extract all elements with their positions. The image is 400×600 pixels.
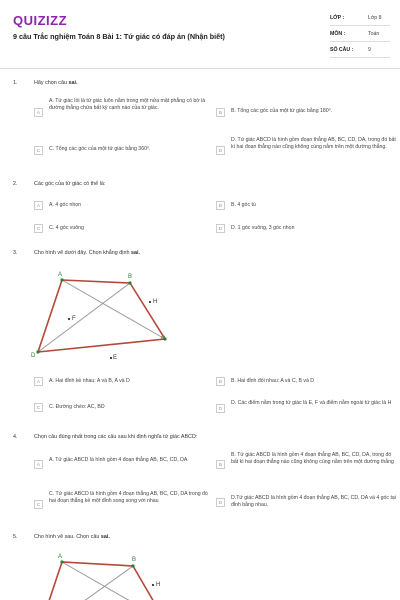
option-letter-box: C (34, 224, 43, 233)
label-a: A (58, 272, 63, 278)
option-text: A. Tứ giác ABCD là hình gồm 4 đoạn thẳng AB, BC, CD, DA (49, 457, 188, 463)
option-text: C. 4 góc vuông (49, 225, 84, 231)
meta-row-class (330, 10, 390, 26)
question-text-bold: sai. (130, 250, 140, 256)
option-text: C. Đường chéo: AC, BD (49, 404, 105, 410)
option-text: D. 1 góc vuông, 3 góc nhọn (231, 225, 295, 231)
label-d: D (31, 353, 36, 359)
option-letter-box: A (34, 108, 43, 117)
label-h: H (153, 299, 158, 305)
meta-row-count (330, 42, 390, 58)
question-number: 2. (13, 181, 18, 187)
meta-key: LỚP : (330, 14, 345, 21)
option-text: B. Tổng các góc của một tứ giác bằng 180⁰. (231, 108, 333, 114)
quadrilateral-abcd (38, 280, 165, 352)
question-text-main: Cho hình vẽ dưới đây. Chọn khẳng định (34, 250, 131, 256)
meta-value: 9 (368, 46, 371, 53)
option-text: C. Tứ giác ABCD là hình gồm 4 đoạn thẳng AB, BC, CD, DA trong đó hai đoạn thẳng kề một đỉnh song song với nhau (49, 491, 208, 505)
label-f: F (72, 316, 76, 322)
question-number: 5. (13, 534, 18, 540)
option-letter-box: B (216, 377, 225, 386)
meta-key: MÔN : (330, 30, 346, 37)
label-h: H (156, 582, 161, 588)
question-text (34, 250, 140, 256)
page-title: 9 câu Trắc nghiệm Toán 8 Bài 1: Tứ giác có đáp án (Nhận biết) (13, 32, 225, 41)
point-f (68, 318, 70, 320)
label-b: B (132, 557, 137, 563)
quadrilateral-figure-q5 (25, 548, 185, 600)
point-h (149, 301, 151, 303)
label-a: A (58, 554, 63, 560)
option-text: A. Hai đỉnh kề nhau: A và B, A và D (49, 378, 130, 384)
question-text-bold: sai. (68, 80, 78, 86)
diagonal-ac (62, 280, 165, 339)
question-text-bold: sai. (100, 534, 110, 540)
diagonal-bd (38, 283, 130, 352)
option-text: D.Tứ giác ABCD là hình gồm 4 đoạn thẳng AB, BC, CD, DA và 4 góc tại đỉnh bằng nhau. (231, 495, 396, 509)
option-text: A. 4 góc nhọn (49, 202, 82, 208)
label-e: E (113, 355, 118, 361)
option-letter-box: A (34, 377, 43, 386)
option-letter-box: C (34, 146, 43, 155)
header-divider (0, 68, 400, 69)
question-number: 3. (13, 250, 18, 256)
question-text: Chọn câu đúng nhất trong các câu sau khi định nghĩa tứ giác ABCD: (34, 434, 198, 440)
option-letter-box: D (216, 146, 225, 155)
meta-value: Lớp 8 (368, 14, 382, 21)
vertex-a (60, 278, 63, 281)
option-text: D. Tứ giác ABCD là hình gồm đoạn thẳng AB, BC, CD, DA, trong đó bất kì hai đoạn thẳng nào cũng không cùng nằm trên một đường thẳng. (231, 137, 396, 151)
meta-table (330, 10, 390, 58)
option-letter-box: B (216, 460, 225, 469)
option-letter-box: A (34, 201, 43, 210)
question-text-main: Hãy chọn câu (34, 80, 69, 86)
option-text: D. Các điểm nằm trong tứ giác là E, F và điểm nằm ngoài tứ giác là H (231, 400, 392, 406)
quadrilateral-edges (38, 562, 165, 600)
option-letter-box: B (216, 201, 225, 210)
question-number: 1. (13, 80, 18, 86)
point-h (152, 584, 154, 586)
option-letter-box: B (216, 108, 225, 117)
point-e (110, 357, 112, 359)
option-letter-box: C (34, 403, 43, 412)
option-text: B. Tứ giác ABCD là hình gồm 4 đoạn thẳng AB, BC, CD, DA, trong đó bất kì hai đoạn thẳng nào cũng không cùng nằm trên một đường thẳng (231, 452, 394, 466)
option-text: B. Hai đỉnh đối nhau: A và C, B và D (231, 378, 315, 384)
option-text: C. Tổng các góc của một tứ giác bằng 360⁰. (49, 146, 151, 152)
option-letter-box: D (216, 404, 225, 413)
vertex-b (128, 281, 131, 284)
vertex-b (131, 564, 134, 567)
page-header (0, 0, 400, 68)
label-b: B (128, 274, 133, 280)
question-text (34, 80, 77, 86)
option-letter-box: D (216, 498, 225, 507)
question-number: 4. (13, 434, 18, 440)
vertex-d (36, 350, 39, 353)
label-c: C (161, 336, 166, 342)
option-letter-box: A (34, 460, 43, 469)
meta-value: Toán (368, 30, 380, 37)
question-text: Các góc của tứ giác có thể là: (34, 181, 106, 187)
option-text: A. Tứ giác lồi là tứ giác luôn nằm trong một nửa mặt phẳng có bờ là đường thẳng chứa bất kỳ cạnh nào của tứ giác. (49, 98, 206, 112)
option-letter-box: C (34, 500, 43, 509)
meta-key: SỐ CÂU : (330, 46, 354, 53)
question-text-main: Cho hình vẽ sau. Chọn câu (34, 534, 101, 540)
option-letter-box: D (216, 224, 225, 233)
meta-row-subject (330, 26, 390, 42)
quizizz-logo: QUIZIZZ (13, 13, 68, 28)
question-text (34, 534, 110, 540)
vertex-a (60, 560, 63, 563)
option-text: B. 4 góc tù (231, 202, 256, 208)
quadrilateral-figure-q3 (25, 266, 185, 366)
